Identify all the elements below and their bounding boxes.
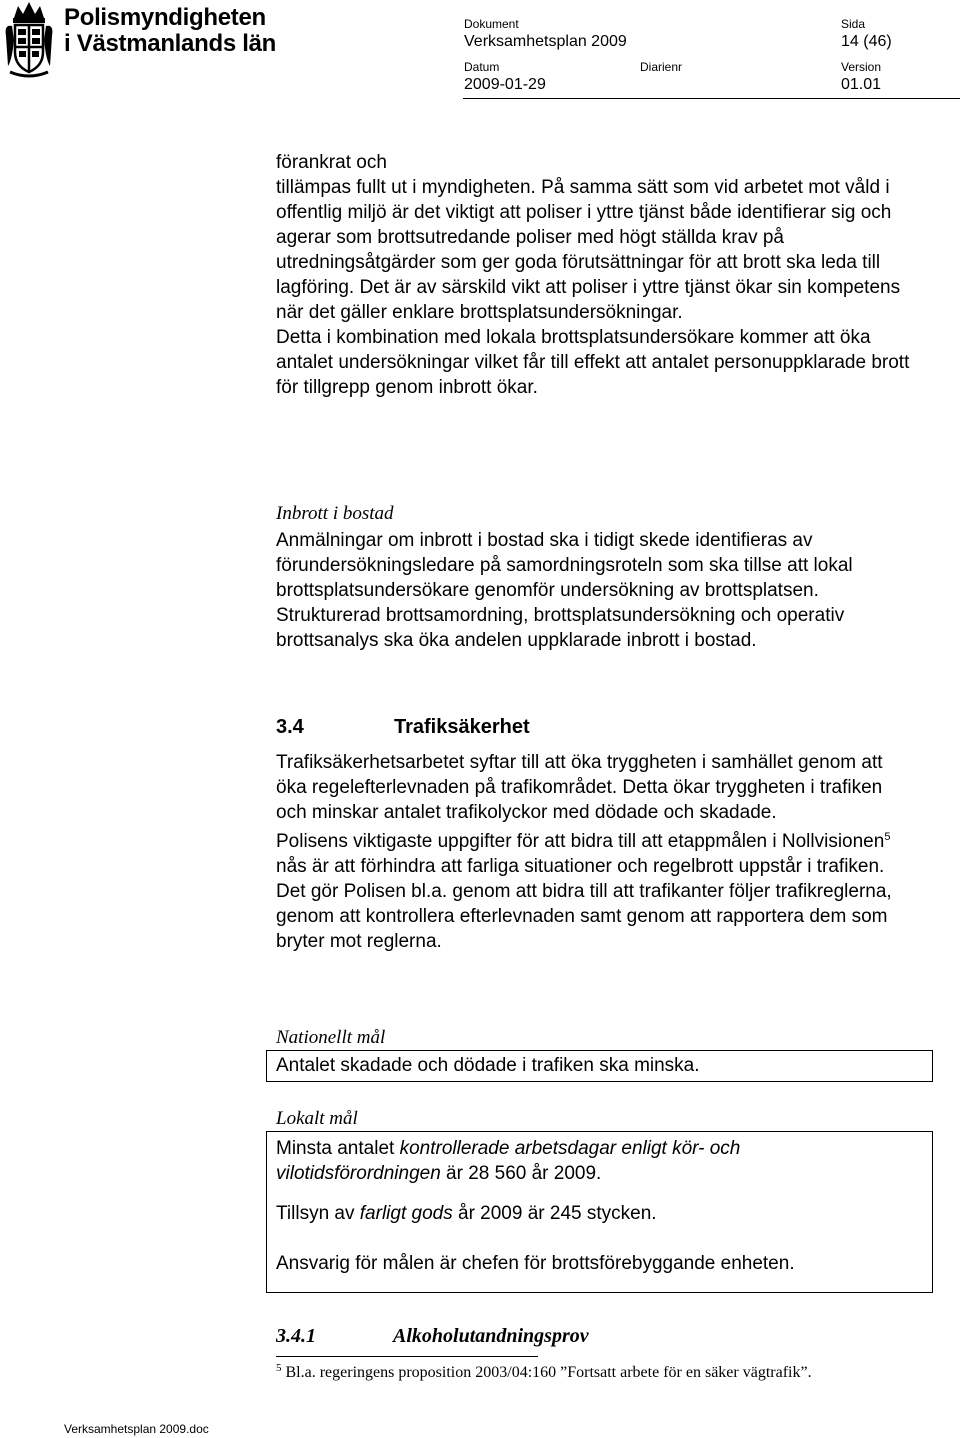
intro-paragraph-1: tillämpas fullt ut i myndigheten. På samma sätt som vid arbetet mot våld i offentlig miljö är det viktigt att poliser i yttre tjänst både identifierar sig och agerar som brottsutredande poliser med högt ställda krav på utredningsåtgärder som ger goda förutsättningar för att brott ska leda till lagföring. Det är av särskild vikt att poliser i yttre tjänst ökar sin kompetens när det gäller enklare brottsplatsundersökningar. — [276, 177, 901, 323]
trafik-paragraph-1: Trafiksäkerhetsarbetet syftar till att öka tryggheten i samhället genom att öka regelefterlevnaden på trafikområdet. Detta ökar tryggheten i trafiken och minskar antalet trafikolyckor med dödade och skadade. — [276, 752, 883, 823]
sida-value: 14 (46) — [841, 33, 892, 50]
footnote — [276, 1362, 812, 1382]
inbrott-text — [276, 528, 916, 653]
dokument-value: Verksamhetsplan 2009 — [464, 33, 627, 50]
coat-of-arms-logo — [4, 0, 54, 78]
trafik-text — [276, 750, 916, 954]
subsection-number: 3.4.1 — [276, 1325, 316, 1347]
trafik-paragraph-2-end: nås är att förhindra att farliga situationer och regelbrott uppstår i trafiken. Det gör Polisen bl.a. genom att bidra till att trafikanter följer trafikreglerna, genom att kontrollera efterlevnaden samt genom att rapportera dem som bryter mot reglerna. — [276, 856, 892, 952]
version-value: 01.01 — [841, 76, 882, 93]
logo-wordmark-line2: i Västmanlands län — [64, 30, 277, 57]
section-number: 3.4 — [276, 716, 304, 738]
sida-label: Sida — [841, 17, 866, 31]
lokalt-goal-1-italic: kontrollerade arbetsdagar enligt kör- och vilotidsförordningen — [276, 1138, 741, 1184]
footnote-text: Bl.a. regeringens proposition 2003/04:160 ”Fortsatt arbete för en säker vägtrafik”. — [281, 1364, 812, 1381]
lokalt-goal-2-start: Tillsyn av — [276, 1203, 360, 1224]
lokalt-goal-3: Ansvarig för målen är chefen för brottsförebyggande enheten. — [276, 1253, 795, 1274]
inbrott-heading: Inbrott i bostad — [276, 503, 394, 524]
lokalt-goal-box — [266, 1131, 933, 1293]
dokument-label: Dokument — [464, 17, 519, 31]
footnote-divider — [276, 1356, 538, 1357]
intro-paragraph-2: Detta i kombination med lokala brottsplatsundersökare kommer att öka antalet undersökningar vilket får till effekt att antalet personuppklarade brott för tillgrepp genom inbrott ökar. — [276, 327, 910, 398]
version-label: Version — [841, 60, 882, 74]
header-divider — [463, 98, 960, 99]
footnote-number: 5 — [276, 1362, 282, 1374]
datum-label: Datum — [464, 60, 500, 74]
intro-text — [276, 150, 926, 400]
nationellt-goal-box — [266, 1050, 933, 1082]
subsection-title: Alkoholutandningsprov — [393, 1325, 589, 1347]
lokalt-goal-2-end: år 2009 är 245 stycken. — [452, 1203, 657, 1224]
lokalt-goal-1-start: Minsta antalet — [276, 1138, 400, 1159]
datum-value: 2009-01-29 — [464, 76, 546, 93]
lokalt-goal-2-italic: farligt gods — [359, 1203, 453, 1224]
section-title: Trafiksäkerhet — [394, 716, 530, 738]
lokalt-goal-1 — [276, 1136, 836, 1186]
lokalt-goal-1-end: är 28 560 år 2009. — [440, 1163, 602, 1184]
inbrott-paragraph: Anmälningar om inbrott i bostad ska i tidigt skede identifieras av förundersökningsledare på samordningsroteln som ska tillse att lokal brottsplatsundersökare genomför undersökning av brottsplatsen. Strukturerad brottsamordning, brottsplatsundersökning och operativ brottsanalys ska öka andelen uppklarade inbrott i bostad. — [276, 530, 853, 651]
diarienr-label: Diarienr — [640, 60, 683, 74]
nationellt-heading: Nationellt mål — [276, 1027, 386, 1048]
footer-filename: Verksamhetsplan 2009.doc — [64, 1422, 209, 1436]
trafik-paragraph-2 — [276, 825, 916, 954]
footnote-reference[interactable]: 5 — [884, 831, 891, 843]
intro-line-1: förankrat och — [276, 152, 387, 173]
logo-wordmark-line1: Polismyndigheten — [64, 4, 266, 31]
nationellt-goal-text: Antalet skadade och dödade i trafiken ska minska. — [276, 1055, 700, 1076]
trafik-paragraph-2-start: Polisens viktigaste uppgifter för att bidra till att etappmålen i Nollvisionen — [276, 831, 885, 852]
lokalt-goal-2 — [276, 1201, 923, 1226]
lokalt-heading: Lokalt mål — [276, 1108, 358, 1129]
